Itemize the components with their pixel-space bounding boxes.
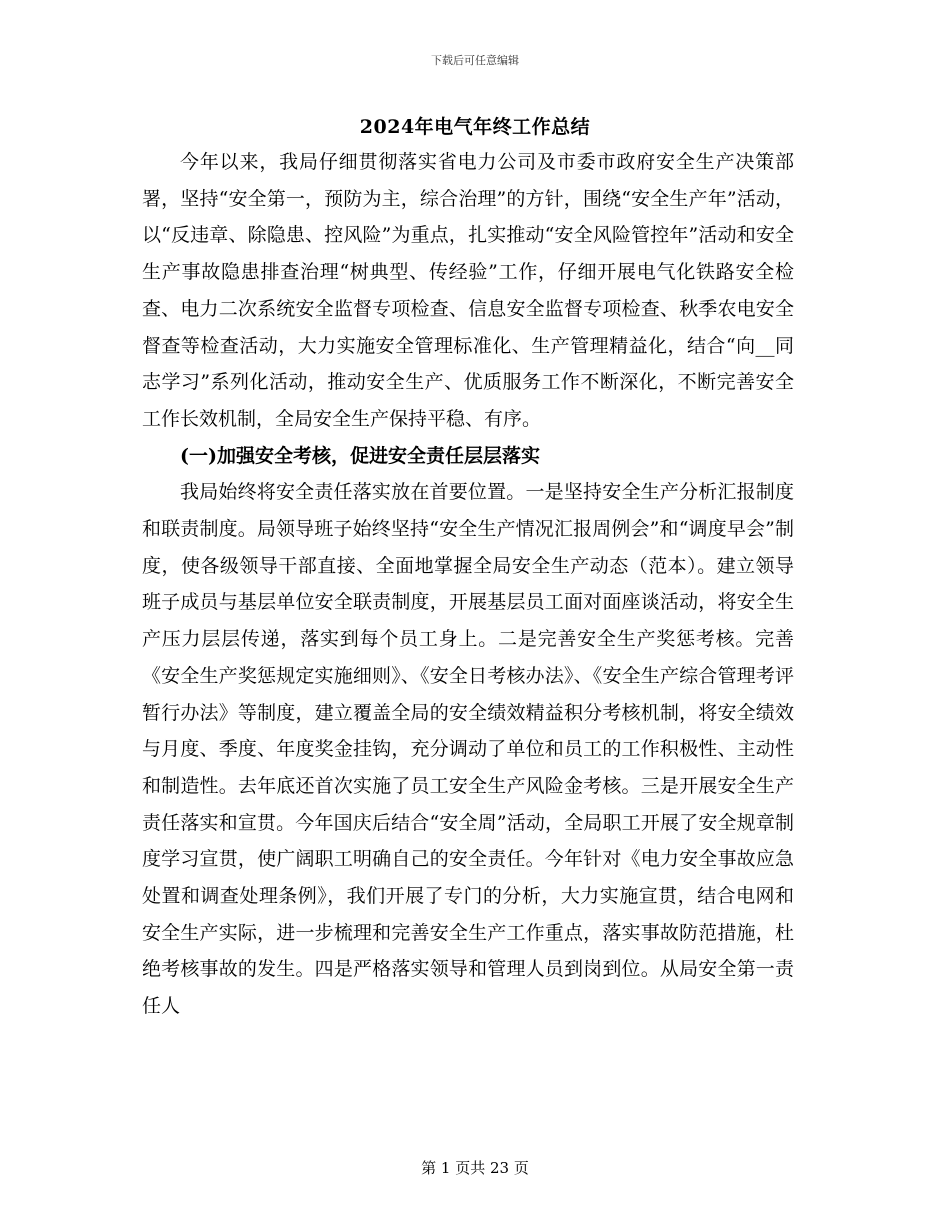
section-1-paragraph: 我局始终将安全责任落实放在首要位置。一是坚持安全生产分析汇报制度和联责制度。局领导班子始终坚持“安全生产情况汇报周例会”和“调度早会”制度，使各级领导干部直接、全面地掌握全局安全生产动态（范本）。建立领导班子成员与基层单位安全联责制度，开展基层员工面对面座谈活动，将安全生产压力层层传递，落实到每个员工身上。二是完善安全生产奖惩考核。完善《安全生产奖惩规定实施细则》、《安全日考核办法》、《安全生产综合管理考评暂行办法》等制度，建立覆盖全局的安全绩效精益积分考核机制，将安全绩效与月度、季度、年度奖金挂钩，充分调动了单位和员工的工作积极性、主动性和制造性。去年底还首次实施了员工安全生产风险金考核。三是开展安全生产责任落实和宣贯。今年国庆后结合“安全周”活动，全局职工开展了安全规章制度学习宣贯，使广阔职工明确自己的安全责任。今年针对《电力安全事故应急处置和调查处理条例》，我们开展了专门的分析，大力实施宣贯，结合电网和安全生产实际，进一步梳理和完善安全生产工作重点，落实事故防范措施，杜绝考核事故的发生。四是严格落实领导和管理人员到岗到位。从局安全第一责任人 — [142, 481, 794, 1018]
document-body — [142, 144, 794, 1025]
intro-paragraph: 今年以来，我局仔细贯彻落实省电力公司及市委市政府安全生产决策部署，坚持“安全第一，预防为主，综合治理”的方针，围绕“安全生产年”活动，以“反违章、除隐患、控风险”为重点，扎实推动“安全风险管控年”活动和安全生产事故隐患排查治理“树典型、传经验”工作，仔细开展电气化铁路安全检查、电力二次系统安全监督专项检查、信息安全监督专项检查、秋季农电安全督查等检查活动，大力实施安全管理标准化、生产管理精益化，结合“向__同志学习”系列化活动，推动安全生产、优质服务工作不断深化，不断完善安全工作长效机制，全局安全生产保持平稳、有序。 — [142, 151, 794, 430]
page-number: 第 1 页共 23 页 — [421, 1159, 529, 1177]
section-1-heading: (一)加强安全考核，促进安全责任层层落实 — [180, 444, 540, 467]
document-title: 2024年电气年终工作总结 — [359, 116, 591, 138]
page-header-note: 下载后可任意编辑 — [431, 54, 519, 67]
